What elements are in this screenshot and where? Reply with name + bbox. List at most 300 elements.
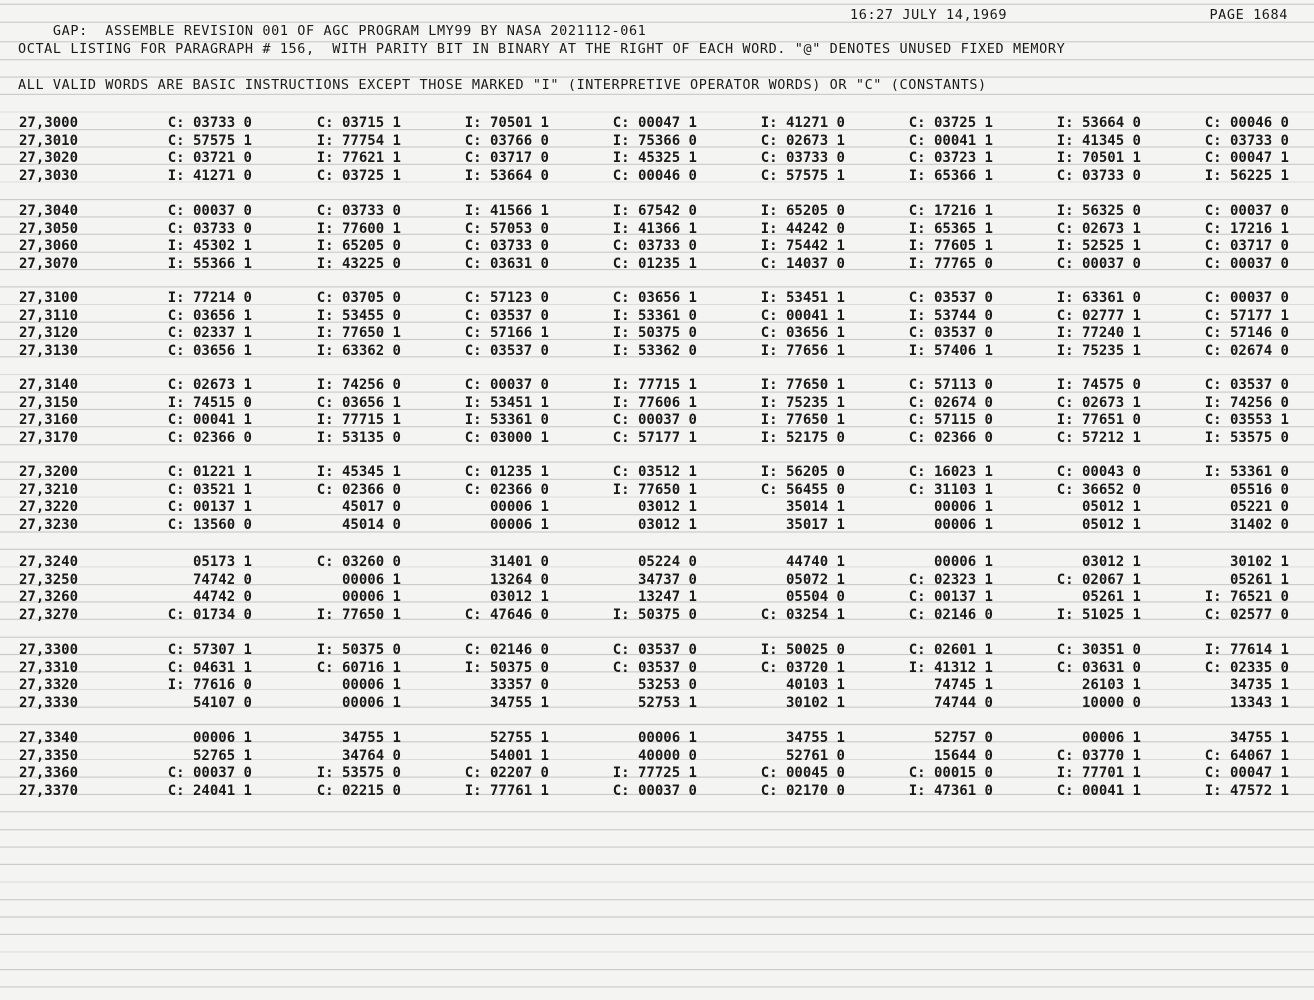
octal-word: C: 03631 0 [1056, 659, 1141, 676]
octal-word: C: 03733 0 [612, 238, 697, 255]
listing-row [0, 203, 1314, 220]
row-address: 27,3150 [19, 394, 79, 411]
octal-word: I: 74575 0 [1056, 377, 1141, 393]
octal-word: I: 77240 1 [1056, 325, 1141, 342]
octal-word: C: 57113 0 [908, 377, 993, 393]
octal-word: C: 02601 1 [908, 642, 993, 658]
row-address: 27,3310 [19, 659, 79, 676]
row-address: 27,3340 [19, 730, 79, 746]
octal-word: C: 00045 0 [760, 765, 845, 782]
octal-word: I: 77754 1 [316, 132, 401, 149]
octal-word: C: 36652 0 [1056, 481, 1141, 498]
octal-word: I: 77725 1 [612, 765, 697, 782]
octal-word: C: 64067 1 [1204, 747, 1289, 764]
octal-word: C: 00046 0 [1204, 115, 1289, 131]
octal-word: 44742 0 [192, 589, 252, 606]
row-address: 27,3000 [19, 115, 79, 131]
octal-word: I: 77605 1 [908, 238, 993, 255]
octal-word: C: 17216 1 [908, 203, 993, 219]
octal-word: I: 77650 1 [316, 606, 401, 623]
octal-word: I: 41566 1 [464, 203, 549, 219]
listing-row [0, 412, 1314, 429]
octal-word: 00006 1 [192, 730, 252, 746]
octal-word: 45014 0 [341, 516, 401, 533]
octal-word: I: 53451 1 [464, 394, 549, 411]
octal-word: C: 13560 0 [167, 516, 252, 533]
octal-word: C: 31103 1 [908, 481, 993, 498]
octal-word: 05504 0 [785, 589, 845, 606]
octal-word: 00006 1 [933, 499, 993, 516]
octal-word: C: 00137 1 [908, 589, 993, 606]
row-address: 27,3140 [19, 377, 79, 393]
header-line-octal-listing: OCTAL LISTING FOR PARAGRAPH # 156, WITH PARITY BIT IN BINARY AT THE RIGHT OF EACH WORD. "@" DENOTES UNUSED FIXED MEMORY [18, 41, 1066, 57]
row-address: 27,3010 [19, 132, 79, 149]
listing-row [0, 607, 1314, 624]
octal-word: I: 50375 0 [316, 642, 401, 658]
octal-word: I: 52525 1 [1056, 238, 1141, 255]
octal-word: C: 00047 1 [612, 115, 697, 131]
octal-word: 74744 0 [933, 694, 993, 711]
octal-word: 13264 0 [489, 571, 549, 588]
octal-word: C: 01235 1 [612, 255, 697, 272]
listing-row [0, 325, 1314, 342]
octal-word: I: 74256 0 [1204, 394, 1289, 411]
octal-word: C: 02146 0 [908, 606, 993, 623]
octal-word: C: 02673 1 [167, 377, 252, 393]
row-address: 27,3200 [19, 464, 79, 480]
octal-word: C: 03733 0 [167, 220, 252, 237]
octal-word: C: 57575 1 [760, 167, 845, 184]
octal-word: 44740 1 [785, 554, 845, 570]
octal-word: C: 03537 0 [908, 325, 993, 342]
octal-word: 05516 0 [1229, 481, 1289, 498]
octal-word: 03012 1 [489, 589, 549, 606]
row-address: 27,3230 [19, 516, 79, 533]
octal-word: C: 03537 0 [612, 642, 697, 658]
octal-word: I: 44242 0 [760, 220, 845, 237]
octal-word: I: 77650 1 [612, 481, 697, 498]
octal-word: 34755 1 [341, 730, 401, 746]
octal-word: C: 00041 1 [760, 307, 845, 324]
listing-row [0, 238, 1314, 255]
row-address: 27,3070 [19, 255, 79, 272]
octal-word: 52753 1 [637, 694, 697, 711]
octal-word: I: 53361 0 [1204, 464, 1289, 480]
octal-word: I: 77701 1 [1056, 765, 1141, 782]
octal-word: I: 77715 1 [316, 412, 401, 429]
octal-word: I: 77761 1 [464, 782, 549, 799]
octal-word: I: 65205 0 [316, 238, 401, 255]
listing-row [0, 730, 1314, 747]
octal-word: C: 03656 1 [316, 394, 401, 411]
octal-word: 00006 1 [933, 554, 993, 570]
octal-word: 05012 1 [1081, 499, 1141, 516]
octal-word: C: 03770 1 [1056, 747, 1141, 764]
octal-word: 40103 1 [785, 677, 845, 694]
row-address: 27,3270 [19, 606, 79, 623]
octal-word: 52757 0 [933, 730, 993, 746]
page-number: PAGE 1684 [1209, 7, 1288, 23]
octal-word: C: 03260 0 [316, 554, 401, 570]
octal-word: 13343 1 [1229, 694, 1289, 711]
octal-word: C: 02674 0 [908, 394, 993, 411]
listing-row [0, 677, 1314, 694]
octal-word: C: 02366 0 [908, 429, 993, 446]
listing-row [0, 499, 1314, 516]
octal-word: C: 03717 0 [1204, 238, 1289, 255]
octal-word: 00006 1 [341, 571, 401, 588]
octal-word: C: 00046 0 [612, 167, 697, 184]
octal-word: C: 03717 0 [464, 150, 549, 167]
octal-word: I: 77715 1 [612, 377, 697, 393]
octal-word: C: 00015 0 [908, 765, 993, 782]
octal-word: 74745 1 [933, 677, 993, 694]
octal-word: I: 77600 1 [316, 220, 401, 237]
octal-word: I: 53575 0 [1204, 429, 1289, 446]
octal-word: C: 03733 0 [464, 238, 549, 255]
octal-word: I: 53451 1 [760, 290, 845, 306]
row-address: 27,3030 [19, 167, 79, 184]
octal-word: I: 65205 0 [760, 203, 845, 219]
octal-word: I: 77650 1 [760, 412, 845, 429]
listing-row [0, 395, 1314, 412]
octal-word: I: 77656 1 [760, 342, 845, 359]
octal-word: C: 00037 0 [167, 203, 252, 219]
octal-word: C: 03537 0 [612, 659, 697, 676]
octal-word: C: 30351 0 [1056, 642, 1141, 658]
octal-word: 54107 0 [192, 694, 252, 711]
octal-word: C: 57307 1 [167, 642, 252, 658]
listing-row [0, 115, 1314, 132]
octal-word: C: 47646 0 [464, 606, 549, 623]
octal-word: C: 03537 0 [1204, 377, 1289, 393]
listing-row [0, 290, 1314, 307]
octal-word: C: 00037 0 [1056, 255, 1141, 272]
octal-word: I: 75366 0 [612, 132, 697, 149]
octal-word: I: 75235 1 [1056, 342, 1141, 359]
octal-word: C: 02146 0 [464, 642, 549, 658]
octal-word: C: 57575 1 [167, 132, 252, 149]
octal-word: 05173 1 [192, 554, 252, 570]
octal-word: C: 57212 1 [1056, 429, 1141, 446]
octal-word: C: 00041 1 [908, 132, 993, 149]
octal-word: C: 02777 1 [1056, 307, 1141, 324]
row-address: 27,3210 [19, 481, 79, 498]
octal-word: C: 00037 0 [464, 377, 549, 393]
octal-word: 34737 0 [637, 571, 697, 588]
octal-word: I: 50025 0 [760, 642, 845, 658]
octal-word: 03012 1 [1081, 554, 1141, 570]
row-address: 27,3110 [19, 307, 79, 324]
octal-word: 00006 1 [1081, 730, 1141, 746]
octal-word: 54001 1 [489, 747, 549, 764]
listing-row [0, 695, 1314, 712]
octal-word: C: 57166 1 [464, 325, 549, 342]
row-address: 27,3130 [19, 342, 79, 359]
row-address: 27,3330 [19, 694, 79, 711]
octal-word: C: 01734 0 [167, 606, 252, 623]
octal-word: C: 02207 0 [464, 765, 549, 782]
octal-word: 35017 1 [785, 516, 845, 533]
listing-row [0, 377, 1314, 394]
octal-word: C: 03725 1 [908, 115, 993, 131]
octal-word: C: 02577 0 [1204, 606, 1289, 623]
octal-word: I: 77650 1 [316, 325, 401, 342]
octal-word: 10000 0 [1081, 694, 1141, 711]
octal-word: C: 24041 1 [167, 782, 252, 799]
octal-word: C: 02337 1 [167, 325, 252, 342]
octal-word: I: 47361 0 [908, 782, 993, 799]
octal-word: C: 00043 0 [1056, 464, 1141, 480]
octal-word: I: 56325 0 [1056, 203, 1141, 219]
octal-word: 31402 0 [1229, 516, 1289, 533]
octal-word: C: 03733 0 [316, 203, 401, 219]
octal-word: C: 04631 1 [167, 659, 252, 676]
octal-word: C: 57123 0 [464, 290, 549, 306]
octal-word: 05221 0 [1229, 499, 1289, 516]
octal-word: C: 02335 0 [1204, 659, 1289, 676]
octal-word: I: 53455 0 [316, 307, 401, 324]
row-address: 27,3260 [19, 589, 79, 606]
octal-word: 31401 0 [489, 554, 549, 570]
octal-word: I: 77614 1 [1204, 642, 1289, 658]
listing-row [0, 642, 1314, 659]
listing-row [0, 430, 1314, 447]
octal-word: I: 70501 1 [464, 115, 549, 131]
row-address: 27,3060 [19, 238, 79, 255]
octal-word: I: 55366 1 [167, 255, 252, 272]
octal-word: 05072 1 [785, 571, 845, 588]
octal-word: I: 70501 1 [1056, 150, 1141, 167]
octal-word: 15644 0 [933, 747, 993, 764]
octal-word: C: 14037 0 [760, 255, 845, 272]
octal-word: I: 53362 0 [612, 342, 697, 359]
octal-word: 52755 1 [489, 730, 549, 746]
octal-word: I: 45345 1 [316, 464, 401, 480]
listing-row [0, 765, 1314, 782]
octal-word: I: 75235 1 [760, 394, 845, 411]
listing-row [0, 464, 1314, 481]
octal-word: I: 63362 0 [316, 342, 401, 359]
octal-word: C: 57115 0 [908, 412, 993, 429]
octal-word: 26103 1 [1081, 677, 1141, 694]
row-address: 27,3170 [19, 429, 79, 446]
octal-word: C: 01221 1 [167, 464, 252, 480]
octal-word: 00006 1 [637, 730, 697, 746]
octal-word: 05224 0 [637, 554, 697, 570]
row-address: 27,3300 [19, 642, 79, 658]
listing-row [0, 221, 1314, 238]
octal-word: I: 63361 0 [1056, 290, 1141, 306]
octal-word: I: 65366 1 [908, 167, 993, 184]
octal-word: 33357 0 [489, 677, 549, 694]
octal-word: C: 02366 0 [316, 481, 401, 498]
octal-word: C: 03537 0 [908, 290, 993, 306]
octal-word: C: 03725 1 [316, 167, 401, 184]
octal-word: C: 03631 0 [464, 255, 549, 272]
octal-word: C: 00037 0 [1204, 203, 1289, 219]
octal-word: C: 00037 0 [1204, 290, 1289, 306]
octal-word: C: 02366 0 [464, 481, 549, 498]
octal-word: I: 50375 0 [612, 606, 697, 623]
octal-word: I: 77650 1 [760, 377, 845, 393]
octal-word: C: 02366 0 [167, 429, 252, 446]
octal-word: 03012 1 [637, 516, 697, 533]
octal-word: I: 57406 1 [908, 342, 993, 359]
octal-word: C: 03720 1 [760, 659, 845, 676]
octal-word: 52761 0 [785, 747, 845, 764]
listing-row [0, 168, 1314, 185]
octal-word: I: 50375 0 [612, 325, 697, 342]
octal-word: 34755 1 [785, 730, 845, 746]
octal-word: 00006 1 [341, 694, 401, 711]
octal-word: C: 03723 1 [908, 150, 993, 167]
octal-word: 05012 1 [1081, 516, 1141, 533]
octal-word: I: 43225 0 [316, 255, 401, 272]
octal-word: I: 53361 0 [612, 307, 697, 324]
octal-word: 00006 1 [933, 516, 993, 533]
octal-word: 45017 0 [341, 499, 401, 516]
octal-word: 35014 1 [785, 499, 845, 516]
octal-word: C: 03656 1 [760, 325, 845, 342]
listing-row [0, 783, 1314, 800]
octal-word: C: 00041 1 [167, 412, 252, 429]
octal-word: C: 03537 0 [464, 307, 549, 324]
header-line-valid-words: ALL VALID WORDS ARE BASIC INSTRUCTIONS EXCEPT THOSE MARKED "I" (INTERPRETIVE OPERATOR WORDS) OR "C" (CONSTANTS) [18, 77, 987, 93]
octal-word: C: 03705 0 [316, 290, 401, 306]
row-address: 27,3050 [19, 220, 79, 237]
octal-word: C: 57146 0 [1204, 325, 1289, 342]
octal-word: 74742 0 [192, 571, 252, 588]
listing-row [0, 517, 1314, 534]
octal-word: 34755 1 [1229, 730, 1289, 746]
octal-word: C: 17216 1 [1204, 220, 1289, 237]
octal-word: C: 01235 1 [464, 464, 549, 480]
octal-word: C: 56455 0 [760, 481, 845, 498]
octal-word: C: 03721 0 [167, 150, 252, 167]
octal-word: C: 03733 0 [167, 115, 252, 131]
octal-word: C: 03254 1 [760, 606, 845, 623]
octal-word: C: 03715 1 [316, 115, 401, 131]
octal-word: C: 03733 0 [1056, 167, 1141, 184]
octal-word: C: 03521 1 [167, 481, 252, 498]
octal-word: C: 02674 0 [1204, 342, 1289, 359]
octal-word: C: 02170 0 [760, 782, 845, 799]
row-address: 27,3020 [19, 150, 79, 167]
row-address: 27,3360 [19, 765, 79, 782]
octal-word: 30102 1 [1229, 554, 1289, 570]
octal-word: I: 41366 1 [612, 220, 697, 237]
octal-word: I: 47572 1 [1204, 782, 1289, 799]
octal-word: I: 77606 1 [612, 394, 697, 411]
octal-word: C: 00041 1 [1056, 782, 1141, 799]
octal-word: C: 00047 1 [1204, 150, 1289, 167]
octal-word: I: 53361 0 [464, 412, 549, 429]
octal-word: C: 03553 1 [1204, 412, 1289, 429]
octal-word: 52765 1 [192, 747, 252, 764]
octal-word: C: 03733 0 [760, 150, 845, 167]
octal-word: C: 00047 1 [1204, 765, 1289, 782]
listing-row [0, 150, 1314, 167]
octal-word: I: 67542 0 [612, 203, 697, 219]
octal-word: 34735 1 [1229, 677, 1289, 694]
octal-word: I: 41345 0 [1056, 132, 1141, 149]
print-timestamp: 16:27 JULY 14,1969 [850, 7, 1008, 23]
row-address: 27,3220 [19, 499, 79, 516]
octal-word: 05261 1 [1229, 571, 1289, 588]
row-address: 27,3100 [19, 290, 79, 306]
listing-row [0, 256, 1314, 273]
octal-word: C: 02215 0 [316, 782, 401, 799]
octal-word: I: 56225 1 [1204, 167, 1289, 184]
octal-word: C: 00037 0 [612, 782, 697, 799]
octal-word: C: 57053 0 [464, 220, 549, 237]
octal-word: 00006 1 [489, 516, 549, 533]
octal-word: I: 74256 0 [316, 377, 401, 393]
octal-word: C: 00037 0 [167, 765, 252, 782]
octal-word: I: 45302 1 [167, 238, 252, 255]
octal-word: C: 02673 1 [760, 132, 845, 149]
octal-word: I: 77214 0 [167, 290, 252, 306]
row-address: 27,3250 [19, 571, 79, 588]
octal-word: C: 57177 1 [612, 429, 697, 446]
row-address: 27,3320 [19, 677, 79, 694]
octal-word: I: 45325 1 [612, 150, 697, 167]
row-address: 27,3240 [19, 554, 79, 570]
octal-word: C: 03537 0 [464, 342, 549, 359]
octal-word: I: 53664 0 [464, 167, 549, 184]
octal-word: 00006 1 [341, 589, 401, 606]
octal-word: I: 41271 0 [760, 115, 845, 131]
octal-word: 00006 1 [341, 677, 401, 694]
octal-word: I: 53744 0 [908, 307, 993, 324]
octal-word: C: 16023 1 [908, 464, 993, 480]
octal-word: 34764 0 [341, 747, 401, 764]
row-address: 27,3160 [19, 412, 79, 429]
octal-word: C: 03733 0 [1204, 132, 1289, 149]
octal-word: I: 77765 0 [908, 255, 993, 272]
octal-word: C: 00137 1 [167, 499, 252, 516]
octal-word: I: 50375 0 [464, 659, 549, 676]
octal-word: C: 00037 0 [1204, 255, 1289, 272]
listing-row [0, 343, 1314, 360]
listing-row [0, 554, 1314, 571]
octal-word: 53253 0 [637, 677, 697, 694]
octal-word: I: 76521 0 [1204, 589, 1289, 606]
listing-row [0, 308, 1314, 325]
octal-word: C: 60716 1 [316, 659, 401, 676]
octal-word: C: 03000 1 [464, 429, 549, 446]
octal-word: I: 51025 1 [1056, 606, 1141, 623]
row-address: 27,3040 [19, 203, 79, 219]
octal-word: I: 77651 0 [1056, 412, 1141, 429]
octal-word: I: 53575 0 [316, 765, 401, 782]
octal-word: 40000 0 [637, 747, 697, 764]
octal-word: C: 02067 1 [1056, 571, 1141, 588]
octal-word: I: 56205 0 [760, 464, 845, 480]
octal-word: C: 57177 1 [1204, 307, 1289, 324]
octal-word: C: 03656 1 [167, 342, 252, 359]
octal-word: C: 02673 1 [1056, 220, 1141, 237]
octal-word: C: 02673 1 [1056, 394, 1141, 411]
octal-word: C: 00037 0 [612, 412, 697, 429]
listing-row [0, 572, 1314, 589]
octal-word: I: 52175 0 [760, 429, 845, 446]
row-address: 27,3370 [19, 782, 79, 799]
octal-word: C: 03512 1 [612, 464, 697, 480]
octal-word: I: 53664 0 [1056, 115, 1141, 131]
listing-row [0, 660, 1314, 677]
